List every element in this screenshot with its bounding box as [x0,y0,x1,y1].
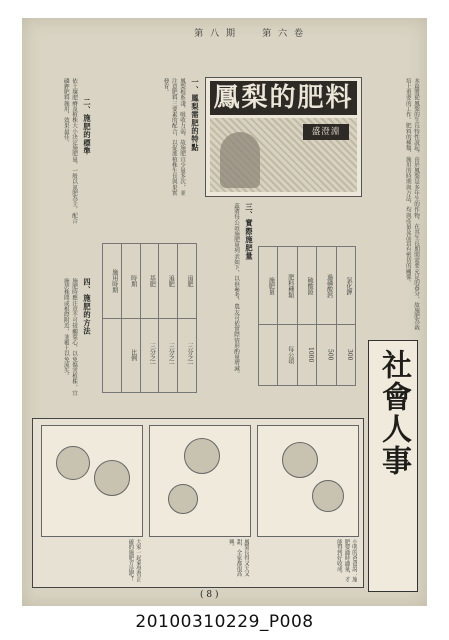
farmer-illustration [220,132,260,188]
table1-col-2: 過磷酸鈣 [317,247,336,325]
table2-col-0: 時期 [121,244,140,319]
table1-val-3: 300 [336,325,355,386]
table2-col-1: 基肥 [140,244,159,319]
table1-col-3: 氯化鉀 [336,247,355,325]
table2-val-3: 三分之一 [178,318,197,393]
section-text-1: 鳳梨根系淺，吸收力弱，故施肥宜少量多次，並注意肥料三要素的配合，以促進植株生長與果實發育。 [162,78,185,196]
table2-val-2: 三分之一 [159,318,178,393]
table2-col-2: 追肥 [159,244,178,319]
issue-label: 第 八 期 [194,29,237,39]
comic-strip [32,418,364,588]
side-banner-title: 社會人事 [376,349,411,477]
page-header [22,26,427,42]
comic-panel-1 [257,425,359,537]
page-number: ( 8 ) [200,590,219,600]
comic-character [282,442,318,478]
comic-panel-3 [41,425,143,537]
section-heading-3: 三、實際施肥量 [245,203,254,261]
intro-text: 本篇將從鳳梨的生長特性說起，由於鳳梨是多年生的作物，在其生長期間需要充足的養分，故施肥為栽培上重要的工作。肥料的種類、施用的時期與方法，均與產量及品質有密切的關係。 [404,78,419,330]
table1-val-2: 500 [317,325,336,386]
volume-label: 第 六 卷 [262,29,305,39]
section-heading-4: 四、施肥的方法 [83,278,92,336]
article-author: 盛澄淵 [303,124,349,140]
article-title: 鳳梨的肥料 [210,81,357,115]
section-text-3: 茲將每公頃施肥量列表如下，以供參考，農友可依實際情形酌量增減。 [233,203,239,377]
magazine-page [22,18,427,606]
comic-character [312,480,344,512]
archive-id: 20100310229_P008 [135,612,314,632]
table1-val-1: 1000 [297,325,316,386]
comic-character [94,460,130,496]
comic-character [184,438,220,474]
table2-val-0: 比例 [121,318,140,393]
section-text-4: 施肥時應注意不可接觸葉心，以免傷害植株，宜施於株間或根際附近，並覆土以免流失。 [62,278,77,396]
comic-character [168,484,198,514]
article-banner [205,77,362,197]
table2-header: 施用時期 [103,244,122,319]
side-banner [368,340,418,592]
comic-caption-1: 小明的爸爸說：施肥要適時適量，才能得到好收成。 [335,539,357,583]
comic-caption-2: 鳳梨長得又大又甜，全家都很高興。 [227,539,249,577]
timing-table [102,243,197,393]
table1-col-1: 硫酸錏 [297,247,316,325]
section-text-2: 依土壤肥瘠及植株大小決定施肥量，一般以氮肥為主，配合磷鉀肥料施用，效果最佳。 [62,78,77,224]
fertilizer-table [258,246,356,386]
table2-val-1: 三分之一 [140,318,159,393]
table1-header: 施肥量 [259,247,278,325]
table1-col-0: 肥料種類 [278,247,297,325]
comic-character [56,446,90,480]
comic-caption-3: 大家一起來學習正確的施肥方法吧！ [127,539,141,583]
table2-col-3: 追肥 [178,244,197,319]
section-heading-2: 二、施肥的標準 [83,98,92,156]
table1-val-0: 每公頃 [278,325,297,386]
section-heading-1: 一、鳳梨需肥的特點 [191,78,200,152]
comic-panel-2 [149,425,251,537]
